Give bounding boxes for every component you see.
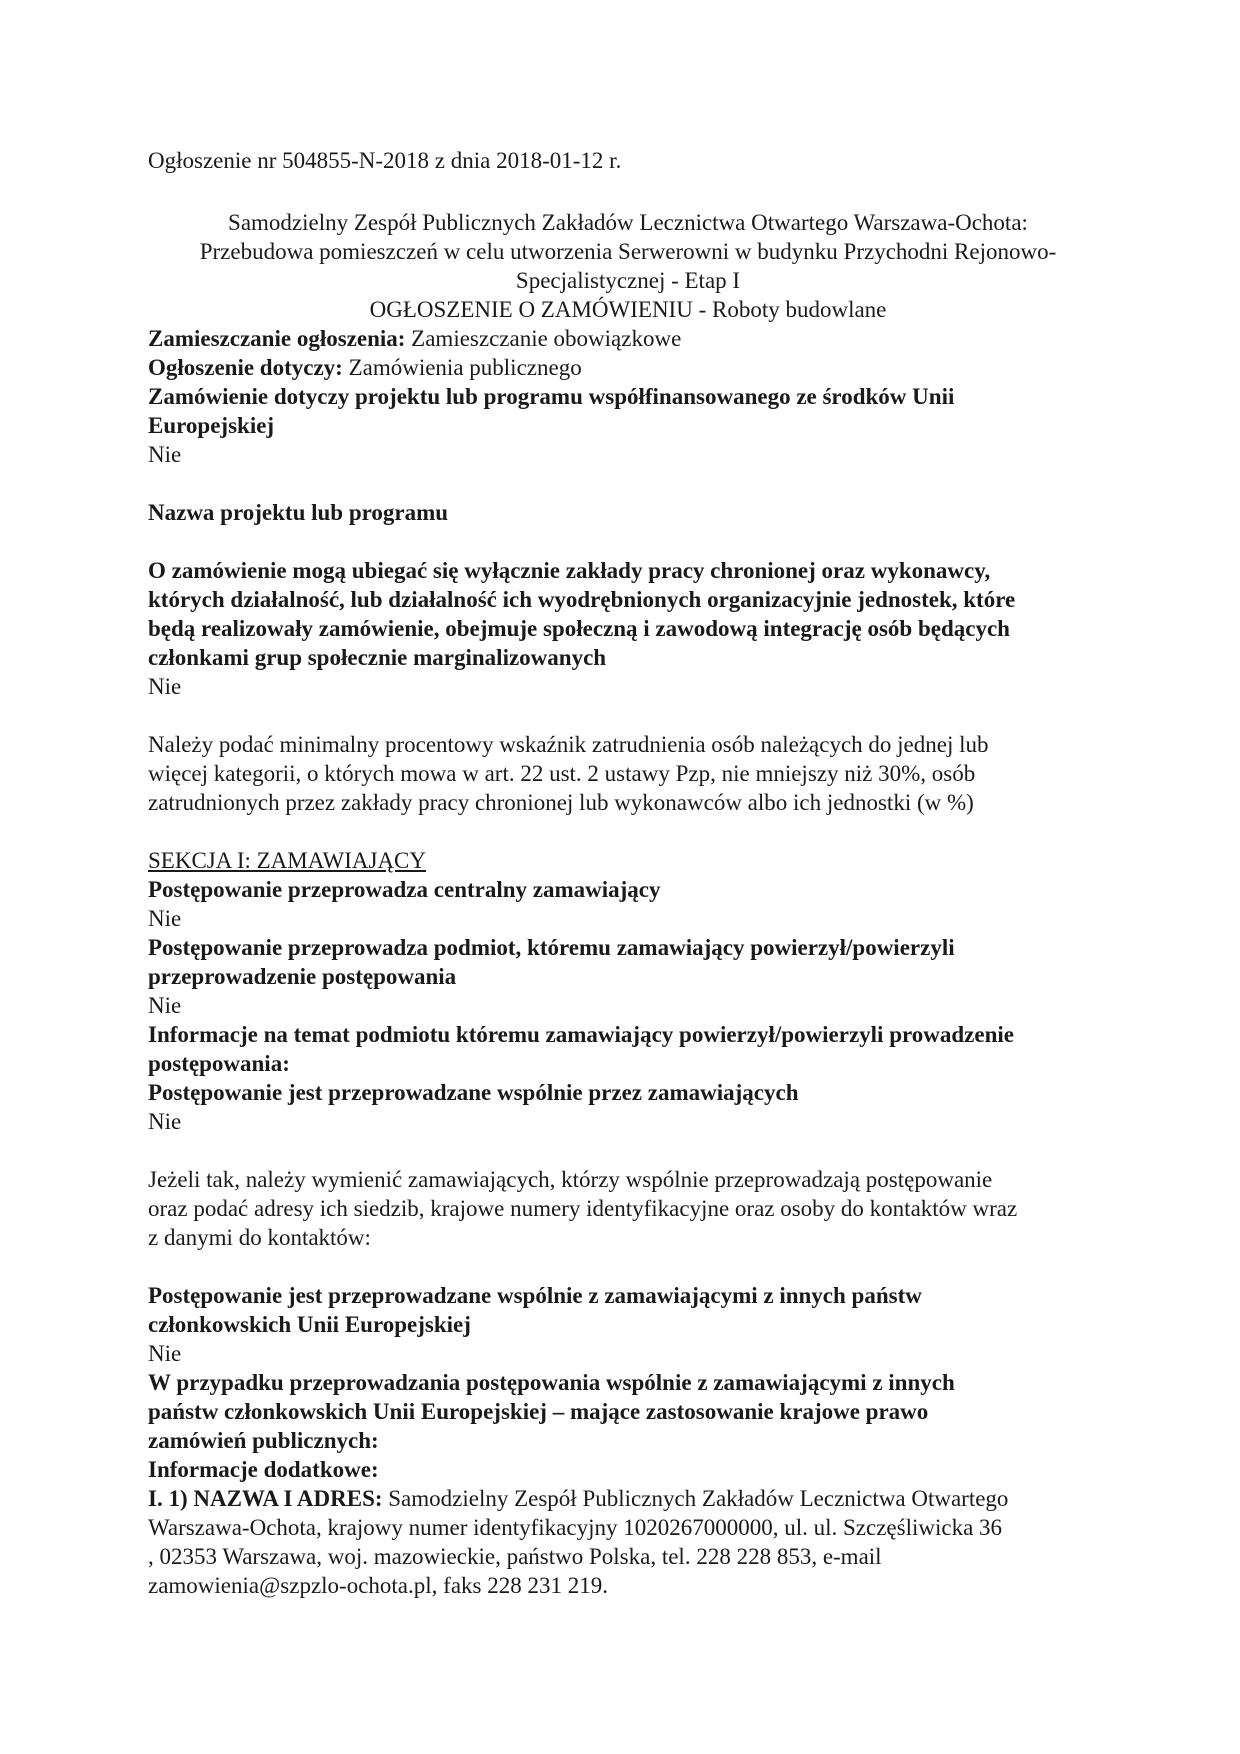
employment-line-2: więcej kategorii, o których mowa w art. 22 ust. 2 ustawy Pzp, nie mniejszy niż 30%, osób — [148, 761, 976, 786]
joint-list-line-2: oraz podać adresy ich siedzib, krajowe numery identyfikacyjne oraz osoby do kontaktów wraz — [148, 1196, 1018, 1221]
name-address-line-2: Warszawa-Ochota, krajowy numer identyfikacyjny 1020267000000, ul. ul. Szczęśliwicka 36 — [148, 1515, 1003, 1540]
posting-value: Zamieszczanie obowiązkowe — [411, 326, 682, 351]
eu-project-label-2: Europejskiej — [148, 413, 275, 438]
joint-eu-law-line-1: W przypadku przeprowadzania postępowania wspólnie z zamawiającymi z innych — [148, 1370, 955, 1395]
joint-eu-line-2: członkowskich Unii Europejskiej — [148, 1312, 471, 1337]
sheltered-line-2: których działalność, lub działalność ich wyodrębnionych organizacyjnie jednostek, które — [148, 587, 1016, 612]
joint-eu-law-line-3: zamówień publicznych: — [148, 1428, 379, 1453]
entrusted-line-1: Postępowanie przeprowadza podmiot, któremu zamawiający powierzył/powierzyli — [148, 935, 955, 960]
header-line-1: Samodzielny Zespół Publicznych Zakładów Lecznictwa Otwartego Warszawa-Ochota: — [228, 210, 1028, 235]
concerns-label: Ogłoszenie dotyczy: — [148, 355, 343, 380]
central-label: Postępowanie przeprowadza centralny zamawiający — [148, 877, 661, 902]
concerns-row — [148, 353, 1108, 382]
entrusted-line-2: przeprowadzenie postępowania — [148, 964, 457, 989]
eu-project-label-1: Zamówienie dotyczy projektu lub programu współfinansowanego ze środków Unii — [148, 384, 955, 409]
name-address-line-4: zamowienia@szpzlo-ochota.pl, faks 228 231 219. — [148, 1573, 608, 1598]
concerns-value: Zamówienia publicznego — [348, 355, 582, 380]
joint-label: Postępowanie jest przeprowadzane wspólnie przez zamawiających — [148, 1080, 799, 1105]
document-header — [128, 208, 1128, 324]
central-value: Nie — [148, 906, 182, 931]
project-name-label: Nazwa projektu lub programu — [148, 500, 449, 525]
posting-row — [148, 324, 1108, 353]
name-address-line-3: , 02353 Warszawa, woj. mazowieckie, państwo Polska, tel. 228 228 853, e-mail — [148, 1544, 882, 1569]
name-address-line-1: I. 1) NAZWA I ADRES: Samodzielny Zespół Publicznych Zakładów Lecznictwa Otwartego — [148, 1486, 1009, 1511]
name-address-label: I. 1) NAZWA I ADRES: — [148, 1486, 383, 1511]
additional-info-label: Informacje dodatkowe: — [148, 1457, 379, 1482]
employment-line-3: zatrudnionych przez zakłady pracy chronionej lub wykonawców albo ich jednostki (w %) — [148, 790, 974, 815]
header-line-2: Przebudowa pomieszczeń w celu utworzenia Serwerowni w budynku Przychodni Rejonowo- — [199, 239, 1057, 264]
joint-eu-value: Nie — [148, 1341, 182, 1366]
sheltered-line-3: będą realizowały zamówienie, obejmuje społeczną i zawodową integrację osób będących — [148, 616, 1010, 641]
entrusted-value: Nie — [148, 993, 182, 1018]
entrusted-info-line-2: postępowania: — [148, 1051, 290, 1076]
notice-number: Ogłoszenie nr 504855-N-2018 z dnia 2018-01-12 r. — [148, 148, 622, 173]
employment-line-1: Należy podać minimalny procentowy wskaźnik zatrudnienia osób należących do jednej lub — [148, 732, 989, 757]
header-line-4: OGŁOSZENIE O ZAMÓWIENIU - Roboty budowlane — [369, 297, 887, 322]
joint-eu-law-line-2: państw członkowskich Unii Europejskiej – mające zastosowanie krajowe prawo — [148, 1399, 929, 1424]
entrusted-info-line-1: Informacje na temat podmiotu któremu zamawiający powierzył/powierzyli prowadzenie — [148, 1022, 1014, 1047]
joint-eu-line-1: Postępowanie jest przeprowadzane wspólnie z zamawiającymi z innych państw — [148, 1283, 922, 1308]
joint-value: Nie — [148, 1109, 182, 1134]
sheltered-line-4: członkami grup społecznie marginalizowanych — [148, 645, 607, 670]
sheltered-line-1: O zamówienie mogą ubiegać się wyłącznie zakłady pracy chronionej oraz wykonawcy, — [148, 558, 991, 583]
header-line-3: Specjalistycznej - Etap I — [515, 268, 741, 293]
sheltered-value: Nie — [148, 674, 182, 699]
eu-project-value: Nie — [148, 442, 182, 467]
document-page — [148, 146, 1108, 1600]
joint-list-line-3: z danymi do kontaktów: — [148, 1225, 371, 1250]
posting-label: Zamieszczanie ogłoszenia: — [148, 326, 406, 351]
joint-list-line-1: Jeżeli tak, należy wymienić zamawiających, którzy wspólnie przeprowadzają postępowanie — [148, 1167, 993, 1192]
section-1-title: SEKCJA I: ZAMAWIAJĄCY — [148, 848, 426, 873]
